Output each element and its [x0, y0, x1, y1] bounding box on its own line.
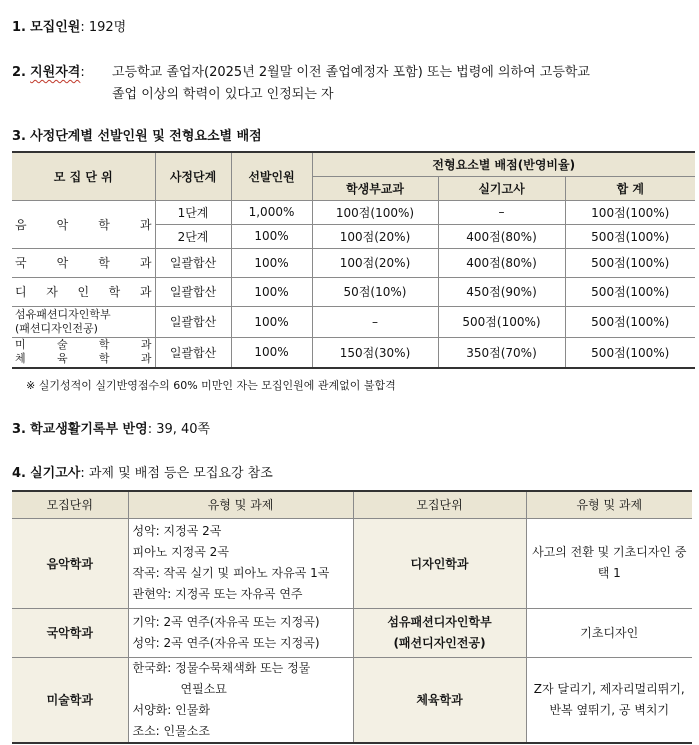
eligibility-text-line-2: 졸업 이상의 학력이 있다고 인정되는 자 [112, 87, 334, 102]
selection-stage-table [12, 151, 695, 369]
task-list: 성악: 지정곡 2곡 피아노 지정곡 2곡 작곡: 작곡 실기 및 피아노 자유곡 1곡 관현악: 지정곡 또는 자유곡 연주 [128, 518, 353, 608]
section-1-recruitment-count: 1. 모집인원: 192명 [12, 20, 127, 35]
task-list: Z자 달리기, 제자리멀리뛰기, 반복 옆뛰기, 공 벽치기 [526, 657, 692, 743]
table-row [12, 657, 692, 743]
unit-design: 디 자 인 학 과 [12, 277, 155, 306]
section-3-title: 사정단계별 선발인원 및 전형요소별 배점 [30, 129, 262, 144]
header-practical: 실기고사 [438, 176, 565, 200]
unit-fashion: 섬유패션디자인학부 (패션디자인전공) [353, 608, 526, 657]
practical-value: : 과제 및 배점 등은 모집요강 참조 [80, 466, 273, 481]
unit-korean-music: 국악학과 [12, 608, 128, 657]
section-3-heading: 3. 사정단계별 선발인원 및 전형요소별 배점 [12, 129, 262, 144]
section-2-eligibility: 2. 지원자격: [12, 65, 85, 80]
practical-exam-table [12, 490, 692, 744]
table-note: ※ 실기성적이 실기반영점수의 60% 미만인 자는 모집인원에 관계없이 불합격 [26, 379, 396, 392]
unit-fashion: 섬유패션디자인학부 (패션디자인전공) [12, 306, 155, 337]
table-row: 디 자 인 학 과 일괄합산 100% 50점(10%) 450점(90%) 500점(100%) [12, 277, 695, 306]
table-row: 미 술 학 과 체 육 학 과 일괄합산 100% 150점(30%) 350점(70%) 500점(100%) [12, 337, 695, 368]
header-unit-b: 모집단위 [353, 491, 526, 518]
header-unit: 모 집 단 위 [12, 152, 155, 200]
table-row: 국 악 학 과 일괄합산 100% 100점(20%) 400점(80%) 500점(100%) [12, 248, 695, 277]
task-list: 기악: 2곡 연주(자유곡 또는 지정곡) 성악: 2곡 연주(자유곡 또는 지정곡) [128, 608, 353, 657]
unit-art-pe: 미 술 학 과 체 육 학 과 [12, 337, 155, 368]
task-list: 기초디자인 [526, 608, 692, 657]
eligibility-text-line-1: 고등학교 졸업자(2025년 2월말 이전 졸업예정자 포함) 또는 법령에 의하여 고등학교 [112, 65, 590, 80]
record-value: : 39, 40쪽 [147, 422, 211, 437]
header-stage: 사정단계 [155, 152, 231, 200]
unit-physical-education: 체육학과 [353, 657, 526, 743]
header-total: 합 계 [565, 176, 695, 200]
header-task-a: 유형 및 과제 [128, 491, 353, 518]
task-list: 사고의 전환 및 기초디자인 중 택 1 [526, 518, 692, 608]
table-row: 2단계 100% 100점(20%) 400점(80%) 500점(100%) [12, 224, 695, 248]
record-label: 학교생활기록부 반영 [30, 422, 148, 437]
practical-label: 실기고사 [30, 466, 81, 481]
header-record: 학생부교과 [312, 176, 438, 200]
header-unit-a: 모집단위 [12, 491, 128, 518]
unit-music: 음악학과 [12, 518, 128, 608]
unit-art: 미술학과 [12, 657, 128, 743]
table-row [12, 518, 692, 608]
recruitment-label: 모집인원 [30, 20, 81, 35]
eligibility-label: 지원자격 [30, 65, 81, 80]
header-task-b: 유형 및 과제 [526, 491, 692, 518]
section-4-practical-exam: 4. 실기고사: 과제 및 배점 등은 모집요강 참조 [12, 466, 273, 481]
recruitment-value: : 192명 [80, 20, 127, 35]
table-row: 섬유패션디자인학부 (패션디자인전공) 일괄합산 100% – 500점(100%) 500점(100%) [12, 306, 695, 337]
task-list: 한국화: 정물수묵채색화 또는 정물 연필소묘 서양화: 인물화 조소: 인물소조 [128, 657, 353, 743]
section-3-record-reflection: 3. 학교생활기록부 반영: 39, 40쪽 [12, 422, 211, 437]
unit-korean-music: 국 악 학 과 [12, 248, 155, 277]
unit-design: 디자인학과 [353, 518, 526, 608]
header-scoring: 전형요소별 배점(반영비율) [312, 152, 695, 176]
table-row: 음 악 학 과 1단계 1,000% 100점(100%) – 100점(100%) [12, 200, 695, 224]
table-row [12, 608, 692, 657]
header-quota: 선발인원 [231, 152, 312, 200]
unit-music: 음 악 학 과 [12, 200, 155, 248]
